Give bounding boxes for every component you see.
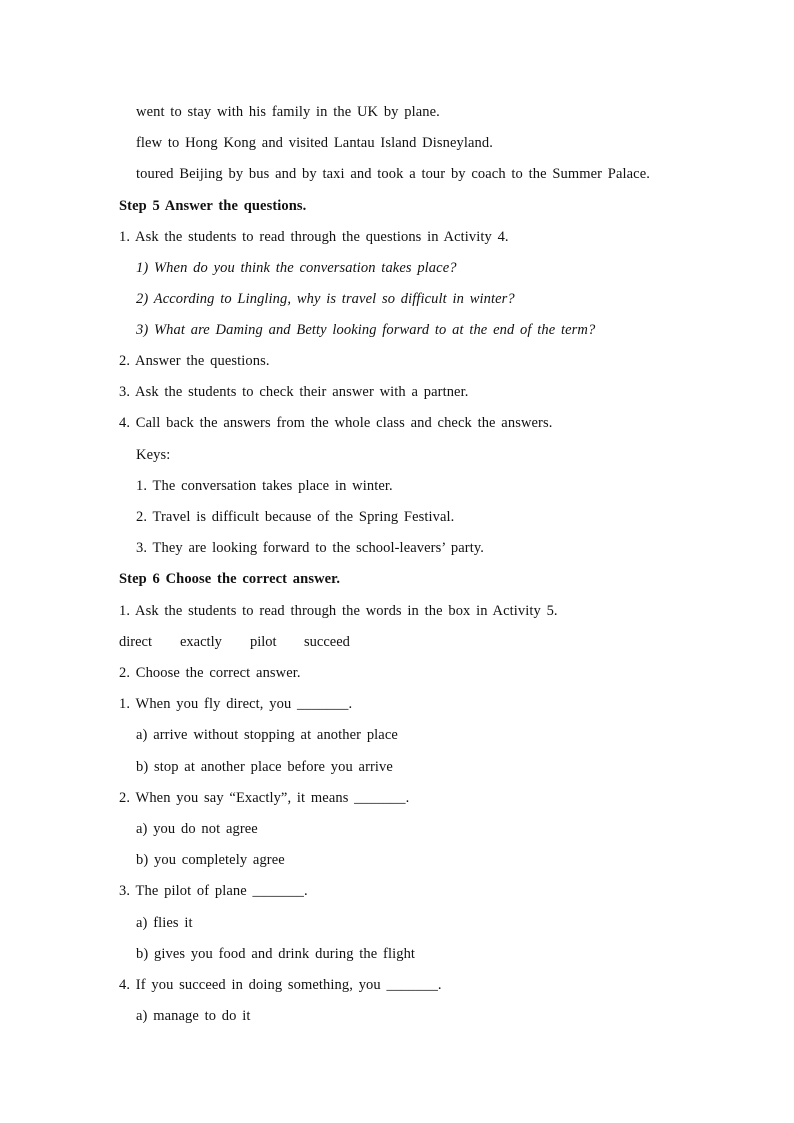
exercise-option: b) you completely agree: [136, 852, 285, 868]
text-line: flew to Hong Kong and visited Lantau Island Disneyland.: [136, 135, 493, 151]
instruction-line: 2. Answer the questions.: [119, 353, 270, 369]
step6-heading: Step 6 Choose the correct answer.: [119, 571, 341, 587]
keys-label: Keys:: [136, 447, 171, 463]
exercise-option: a) you do not agree: [136, 821, 258, 837]
exercise-question: 1. When you fly direct, you _______.: [119, 696, 353, 712]
instruction-line: 1. Ask the students to read through the words in the box in Activity 5.: [119, 603, 558, 619]
exercise-question: 4. If you succeed in doing something, you _______.: [119, 977, 442, 993]
question-line: 1) When do you think the conversation takes place?: [136, 260, 457, 276]
word-box-item: pilot: [250, 634, 277, 650]
exercise-question: 3. The pilot of plane _______.: [119, 883, 308, 899]
exercise-option: a) arrive without stopping at another place: [136, 727, 398, 743]
exercise-question: 2. When you say “Exactly”, it means _______.: [119, 790, 410, 806]
key-answer: 3. They are looking forward to the school-leavers’ party.: [136, 540, 484, 556]
instruction-line: 3. Ask the students to check their answer with a partner.: [119, 384, 469, 400]
key-answer: 2. Travel is difficult because of the Spring Festival.: [136, 509, 455, 525]
word-box-item: direct: [119, 634, 153, 650]
word-box-item: succeed: [304, 634, 350, 650]
step5-heading: Step 5 Answer the questions.: [119, 198, 307, 214]
instruction-line: 2. Choose the correct answer.: [119, 665, 301, 681]
instruction-line: 4. Call back the answers from the whole class and check the answers.: [119, 415, 553, 431]
exercise-option: a) flies it: [136, 915, 193, 931]
question-line: 3) What are Daming and Betty looking forward to at the end of the term?: [136, 322, 596, 338]
text-line: went to stay with his family in the UK by plane.: [136, 104, 440, 120]
exercise-option: b) gives you food and drink during the flight: [136, 946, 416, 962]
key-answer: 1. The conversation takes place in winter.: [136, 478, 393, 494]
text-line: toured Beijing by bus and by taxi and took a tour by coach to the Summer Palace.: [136, 166, 650, 182]
exercise-option: a) manage to do it: [136, 1008, 251, 1024]
exercise-option: b) stop at another place before you arrive: [136, 759, 393, 775]
word-box: [119, 632, 374, 652]
question-line: 2) According to Lingling, why is travel so difficult in winter?: [136, 291, 515, 307]
word-box-item: exactly: [180, 634, 222, 650]
instruction-line: 1. Ask the students to read through the questions in Activity 4.: [119, 229, 509, 245]
